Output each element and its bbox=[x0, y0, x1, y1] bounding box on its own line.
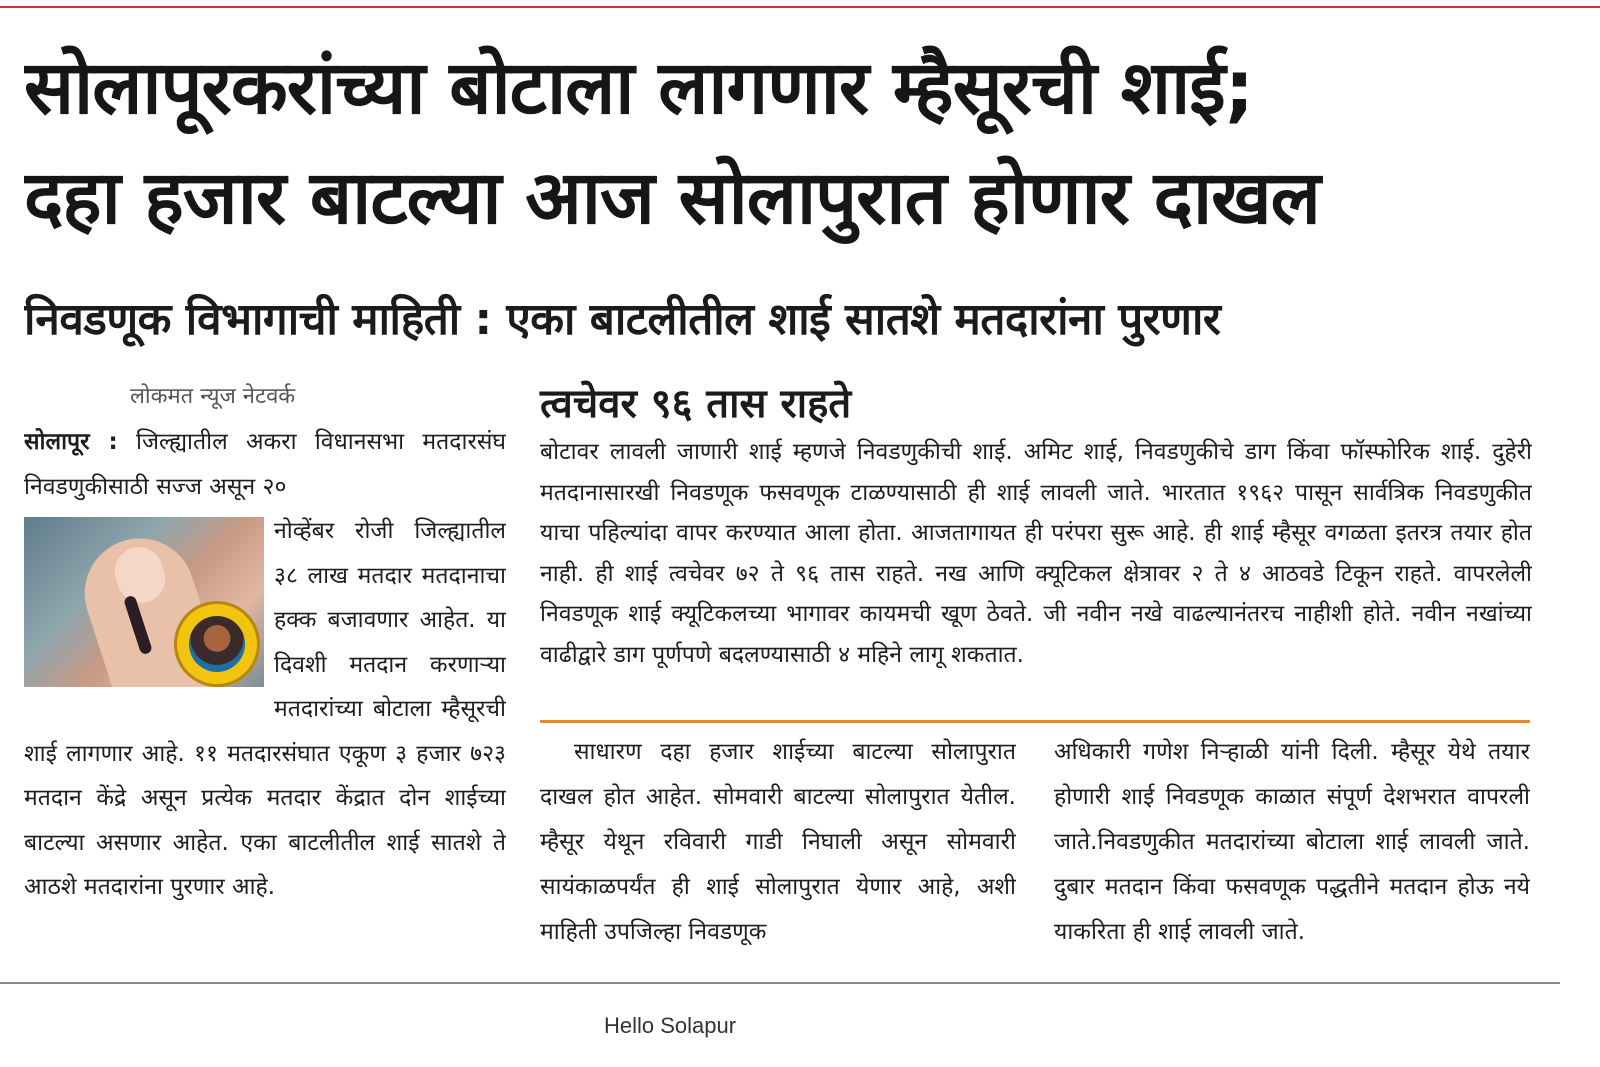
byline: लोकमत न्यूज नेटवर्क bbox=[130, 384, 296, 409]
headline-line-1: सोलापूरकरांच्या बोटाला लागणार म्हैसूरची शाई; bbox=[24, 45, 1254, 131]
left-column bbox=[24, 420, 506, 990]
dateline: सोलापूर : bbox=[24, 429, 118, 455]
subheadline: निवडणूक विभागाची माहिती : एका बाटलीतील शाई सातशे मतदारांना पुरणार bbox=[24, 294, 1221, 345]
bottom-rule bbox=[0, 982, 1560, 984]
portrait-icon bbox=[189, 616, 245, 672]
top-rule bbox=[0, 6, 1600, 8]
headline-line-2: दहा हजार बाटल्या आज सोलापुरात होणार दाखल bbox=[24, 155, 1320, 241]
info-box-title: त्वचेवर ९६ तास राहते bbox=[540, 381, 852, 427]
right-column: अधिकारी गणेश निऱ्हाळी यांनी दिली. म्हैसूर येथे तयार होणारी शाई निवडणूक काळात संपूर्ण देशभरात वापरली जाते.निवडणुकीत मतदारांच्या बोटाला शाई लावली जाते. दुबार मतदान किंवा फसवणूक पद्धतीने मतदान होऊ नये याकरिता ही शाई लावली जाते. bbox=[1054, 739, 1530, 945]
middle-column: साधारण दहा हजार शाईच्या बाटल्या सोलापुरात दाखल होत आहेत. सोमवारी बाटल्या सोलापुरात येतील. म्हैसूर येथून रविवारी गाडी निघाली असून सोमवारी सायंकाळपर्यंत ही शाई सोलापुरात येणार आहे, अशी माहिती उपजिल्हा निवडणूक bbox=[540, 739, 1016, 945]
info-box-divider bbox=[540, 720, 1530, 723]
image-caption: Hello Solapur bbox=[603, 1013, 737, 1038]
photographer-badge-icon bbox=[174, 601, 260, 687]
left-column-body: नोव्हेंबर रोजी जिल्ह्यातील ३८ लाख मतदार मतदानाचा हक्क बजावणार आहेत. या दिवशी मतदान करणाऱ्या मतदारांच्या बोटाला म्हैसूरची शाई लागणार आहे. ११ मतदारसंघात एकूण ३ हजार ७२३ मतदान केंद्रे असून प्रत्येक मतदार केंद्रात दोन शाईच्या बाटल्या असणार आहेत. एका बाटलीतील शाई सातशे ते आठशे मतदारांना पुरणार आहे. bbox=[24, 518, 506, 900]
info-box-body: बोटावर लावली जाणारी शाई म्हणजे निवडणुकीची शाई. अमिट शाई, निवडणुकीचे डाग किंवा फॉस्फोरिक शाई. दुहेरी मतदानासारखी निवडणूक फसवणूक टाळण्यासाठी ही शाई लावली जाते. भारतात १९६२ पासून सार्वत्रिक निवडणुकीत याचा पहिल्यांदा वापर करण्यात आला होता. आजतागायत ही परंपरा सुरू आहे. ही शाई म्हैसूर वगळता इतरत्र तयार होत नाही. ही शाई त्वचेवर ७२ ते ९६ तास राहते. नख आणि क्यूटिकल क्षेत्रावर २ ते ४ आठवडे टिकून राहते. वापरलेली निवडणूक शाई क्यूटिकलच्या भागावर कायमची खूण ठेवते. जी नवीन नखे वाढल्यानंतरच नाहीशी होते. नवीन नखांच्या वाढीद्वारे डाग पूर्णपणे बदलण्यासाठी ४ महिने लागू शकतात. bbox=[540, 439, 1532, 668]
left-column-intro: जिल्ह्यातील अकरा विधानसभा मतदारसंघ निवडणुकीसाठी सज्ज असून २० bbox=[24, 429, 506, 500]
ink-finger-photo bbox=[24, 517, 264, 687]
